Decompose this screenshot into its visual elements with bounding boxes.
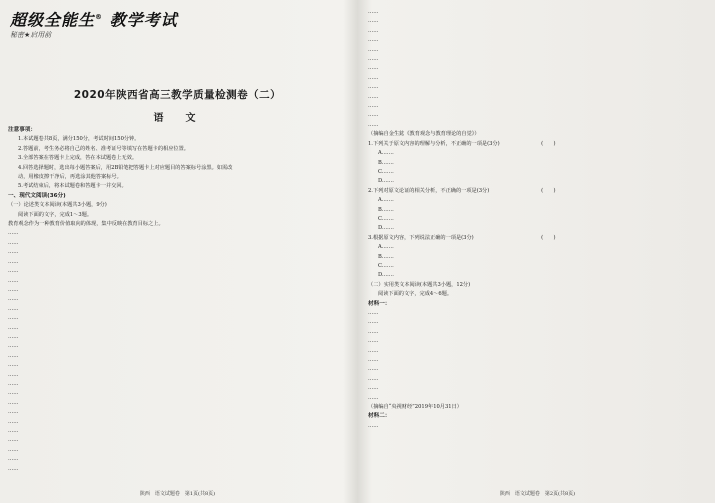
text-line: 注意事项：	[8, 127, 36, 133]
text-line: B.……	[378, 206, 394, 213]
text-line: ……	[368, 84, 379, 91]
text-line: ……	[368, 103, 379, 110]
text-line: ……	[8, 428, 19, 434]
text-line: ……	[8, 371, 19, 378]
text-line: ……	[368, 9, 379, 15]
text-line: ……	[368, 56, 379, 63]
text-line: ……	[368, 46, 379, 53]
page-footer-left: 陕西 语文试题卷 第1页(共8页)	[139, 491, 216, 497]
text-line: （摘编自“央视财经”2019年10月31日）	[368, 404, 462, 411]
text-line: ……	[368, 37, 379, 44]
brand-reg-mark: ®	[95, 13, 104, 21]
text-line: （一）论述类文本阅读(本题共3小题，9分)	[8, 202, 107, 209]
text-line: ……	[8, 333, 19, 340]
text-line: 4.回答选择题时，选出每小题答案后，用2B铅笔把答题卡上对应题目的答案标号涂黑。如需改	[18, 164, 233, 171]
text-line: B.……	[378, 253, 394, 260]
text-line: 3.全部答案在答题卡上完成，答在本试题卷上无效。	[18, 155, 138, 162]
text-line: ……	[8, 315, 19, 322]
text-line: ……	[8, 249, 19, 256]
text-line: ……	[8, 465, 19, 472]
text-line: ……	[8, 362, 19, 369]
text-line: ……	[368, 328, 379, 335]
text-line: 2.答题前，考生务必将自己的姓名、准考证号等填写在答题卡的相应位置。	[18, 145, 189, 152]
text-line: ……	[368, 338, 379, 345]
text-line: ……	[368, 74, 379, 81]
text-line: ……	[368, 357, 379, 364]
text-line: ……	[8, 324, 19, 331]
text-line: A.……	[378, 197, 394, 204]
text-line: ……	[368, 310, 379, 316]
text-line: ……	[368, 27, 379, 34]
left-text-body	[8, 126, 349, 474]
text-line: ……	[368, 394, 379, 401]
page-right	[360, 0, 715, 503]
text-line: C.……	[378, 215, 394, 222]
text-line: ……	[368, 319, 379, 326]
text-line: ……	[8, 446, 19, 453]
text-line: 动，用橡皮擦干净后，再选涂其他答案标号。	[18, 174, 122, 181]
text-line: ……	[8, 277, 19, 284]
text-line: ……	[368, 93, 379, 100]
text-line: D.……	[378, 272, 394, 279]
text-line: ……	[8, 258, 19, 265]
exam-title: 2020年陕西省高三教学质量检测卷（二）	[73, 89, 282, 101]
text-line: ……	[368, 18, 379, 25]
text-line: ……	[8, 418, 19, 425]
text-line: ……	[368, 121, 379, 128]
text-line: B.……	[378, 159, 394, 166]
text-line: ……	[8, 286, 19, 293]
text-line: （摘编自金生鈜《教育观念与教育理论的自觉》）	[368, 131, 480, 138]
brand-suffix: 教学考试	[109, 10, 178, 30]
text-line: 阅读下面的文字，完成4～6题。	[378, 291, 453, 298]
text-line: ……	[8, 390, 19, 397]
text-line: ……	[368, 347, 379, 354]
text-line: C.……	[378, 262, 394, 269]
text-line: ……	[8, 399, 19, 406]
text-line: 2.下列对原文论证的相关分析，不正确的一项是(3分) ( )	[368, 187, 556, 194]
text-line: 3.根据原文内容，下列说法正确的一项是(3分) ( )	[368, 234, 556, 241]
text-line: ……	[368, 112, 379, 119]
text-line: 1.本试题卷共8页，满分150分，考试时间150分钟。	[18, 136, 140, 143]
text-line: D.……	[378, 178, 394, 185]
text-line: A.……	[378, 150, 394, 157]
text-line: 一、现代文阅读(36分)	[8, 192, 66, 199]
text-line: ……	[368, 385, 379, 392]
text-line: ……	[8, 268, 19, 275]
text-line: ……	[8, 305, 19, 312]
text-line: 材料二：	[368, 413, 391, 420]
right-text-body	[368, 8, 709, 431]
page-footer-right: 陕西 语文试题卷 第2页(共8页)	[499, 491, 576, 497]
text-line: D.……	[378, 225, 394, 232]
text-line: ……	[8, 352, 19, 359]
text-line: ……	[368, 65, 379, 72]
text-line: ……	[368, 422, 379, 429]
text-line: ……	[8, 437, 19, 444]
text-line: 阅读下面的文字，完成1～3题。	[18, 211, 93, 218]
text-line: 材料一：	[368, 300, 391, 307]
brand-name: 超级全能生	[10, 10, 96, 30]
brand-title	[10, 8, 178, 29]
text-line: ……	[368, 366, 379, 373]
text-line: ……	[8, 296, 19, 303]
text-line: 5.考试结束后，将本试题卷和答题卡一并交回。	[18, 183, 127, 190]
brand-tagline: 秘密★启用前	[10, 31, 52, 40]
text-line: C.……	[378, 168, 394, 175]
text-line: ……	[8, 230, 19, 237]
text-line: 1.下列关于原文内容的理解与分析，不正确的一项是(3分) ( )	[368, 140, 556, 147]
text-line: ……	[8, 380, 19, 387]
text-line: A.……	[378, 244, 394, 251]
text-line: ……	[8, 456, 19, 463]
brand-logo	[10, 8, 178, 40]
text-line: （二）实用类文本阅读(本题共3小题，12分)	[368, 281, 471, 288]
page-left	[0, 0, 355, 503]
text-line: ……	[8, 343, 19, 350]
text-line: ……	[8, 239, 19, 246]
text-line: ……	[8, 409, 19, 416]
text-line: 教育观念作为一种教育价值取向的体现，集中反映在教育目标之上。	[8, 221, 164, 228]
text-line: ……	[368, 375, 379, 382]
subject-title: 语 文	[153, 113, 202, 124]
